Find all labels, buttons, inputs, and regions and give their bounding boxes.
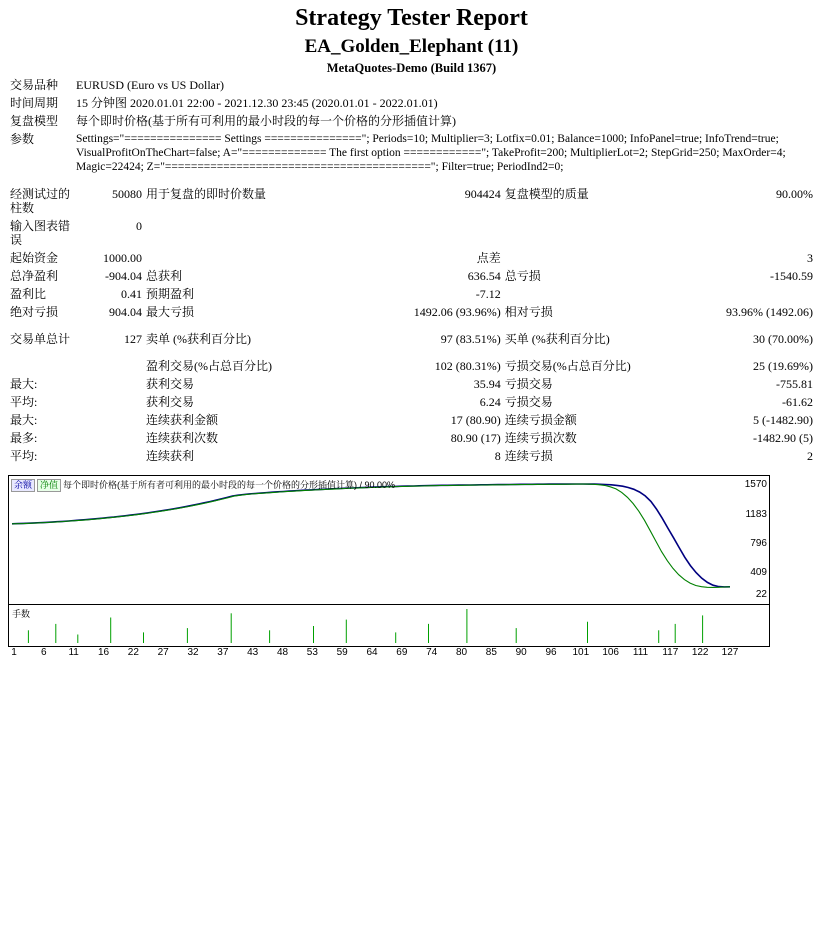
x-tick: 74 xyxy=(426,647,438,658)
table-row xyxy=(8,429,815,447)
absolute-drawdown-label: 绝对亏损 xyxy=(10,305,59,319)
x-tick: 106 xyxy=(602,647,619,658)
x-tick: 37 xyxy=(217,647,229,658)
x-tick: 64 xyxy=(366,647,378,658)
volume-bars xyxy=(9,605,733,645)
x-tick: 16 xyxy=(97,647,110,658)
x-tick: 85 xyxy=(485,647,497,658)
quality-cell xyxy=(503,185,815,217)
average-profit-value: 6.24 xyxy=(479,395,501,409)
max-drawdown-value: 1492.06 (93.96%) xyxy=(413,305,501,319)
chart-y-axis xyxy=(731,476,769,605)
page-title: Strategy Tester Report xyxy=(295,5,528,31)
x-tick: 43 xyxy=(247,647,259,658)
table-row xyxy=(8,375,815,393)
average-consecutive-losses-label: 连续亏损 xyxy=(504,449,553,463)
x-tick: 1 xyxy=(11,647,17,658)
average-consecutive-losses-value: 2 xyxy=(807,449,813,463)
short-positions-label: 卖单 (%获利百分比) xyxy=(146,332,251,346)
spread-value: 3 xyxy=(807,251,813,265)
chart-x-axis xyxy=(8,647,770,661)
bars-value: 50080 xyxy=(112,187,142,201)
total-trades-label: 交易单总计 xyxy=(10,332,71,346)
empty-right xyxy=(503,217,815,249)
x-tick: 59 xyxy=(336,647,348,658)
chart-errors-value: 0 xyxy=(136,219,142,233)
table-row xyxy=(8,249,815,267)
maximal-consecutive-loss-value: -1482.90 (5) xyxy=(753,431,813,445)
initial-deposit-label: 起始资金 xyxy=(10,251,59,265)
volume-label: 手数 xyxy=(12,609,31,619)
chart-plot-area xyxy=(8,475,770,605)
average-consecutive-wins-label: 连续获利 xyxy=(146,449,195,463)
profit-trades-value: 102 (80.31%) xyxy=(434,359,501,373)
long-positions-value: 30 (70.00%) xyxy=(753,332,813,346)
x-tick: 117 xyxy=(662,647,679,658)
average-loss-value: -61.62 xyxy=(782,395,813,409)
average-loss-cell xyxy=(503,393,815,411)
total-trades-value: 127 xyxy=(124,332,142,346)
x-tick: 11 xyxy=(68,647,79,658)
strategy-tester-report xyxy=(0,4,823,661)
empty-mid-value xyxy=(345,217,503,249)
x-tick: 90 xyxy=(515,647,527,658)
bars-label: 经测试过的柱数 xyxy=(10,187,71,215)
relative-drawdown-cell xyxy=(503,303,815,321)
period-label: 时间周期 xyxy=(10,96,59,110)
average-profit-label: 获利交易 xyxy=(146,395,195,409)
loss-trades-value: 25 (19.69%) xyxy=(753,359,813,373)
y-tick-0: 1570 xyxy=(744,479,767,490)
table-row xyxy=(8,330,815,348)
broker-build: MetaQuotes-Demo (Build 1367) xyxy=(326,61,497,75)
row4-label: 最多: xyxy=(10,431,38,445)
maximal-consecutive-loss-cell xyxy=(503,429,815,447)
table-row xyxy=(8,94,815,112)
x-tick: 127 xyxy=(721,647,739,658)
model-value: 每个即时价格(基于所有可利用的最小时段的每一个价格的分形插值计算) xyxy=(76,114,456,128)
average-consecutive-wins-value: 8 xyxy=(494,449,501,463)
max-consecutive-wins-label: 连续获利金额 xyxy=(146,413,219,427)
spread-label: 点差 xyxy=(476,251,501,265)
profit-factor-label: 盈利比 xyxy=(10,287,47,301)
gross-profit-label: 总获利 xyxy=(146,269,183,283)
legend-note: 每个即时价格(基于所有者可利用的最小时段的每一个价格的分形插值计算) / 90.00% xyxy=(63,480,396,490)
loss-trades-cell xyxy=(503,357,815,375)
legend-equity: 净值 xyxy=(37,479,61,492)
table-row xyxy=(8,411,815,429)
profit-trades-label: 盈利交易(%占总百分比) xyxy=(146,359,272,373)
x-tick: 96 xyxy=(545,647,557,658)
empty-mid-label xyxy=(144,217,345,249)
expected-payoff-value: -7.12 xyxy=(475,287,501,301)
table-row xyxy=(8,267,815,285)
legend-balance: 余额 xyxy=(11,479,35,492)
table-row xyxy=(8,393,815,411)
spread-cell xyxy=(503,249,815,267)
profit-factor-value: 0.41 xyxy=(121,287,142,301)
average-consecutive-losses-cell xyxy=(503,447,815,465)
spread-label-holder xyxy=(144,249,345,267)
gross-loss-label: 总亏损 xyxy=(504,269,541,283)
largest-loss-value: -755.81 xyxy=(776,377,813,391)
expected-payoff-label: 预期盈利 xyxy=(146,287,195,301)
table-row xyxy=(8,112,815,130)
equity-chart xyxy=(8,475,808,661)
gross-profit-value: 636.54 xyxy=(467,269,501,283)
row0-label xyxy=(8,357,74,375)
x-tick: 80 xyxy=(455,647,468,658)
row2-label: 平均: xyxy=(10,395,38,409)
maximal-consecutive-profit-value: 80.90 (17) xyxy=(450,431,501,445)
x-tick: 53 xyxy=(306,647,318,658)
average-loss-label: 亏损交易 xyxy=(504,395,553,409)
table-row xyxy=(8,130,815,176)
max-consecutive-losses-cell xyxy=(503,411,815,429)
y-tick-1: 1183 xyxy=(745,509,767,520)
symbol-label: 交易品种 xyxy=(10,78,59,92)
row5-label: 平均: xyxy=(10,449,38,463)
x-tick: 27 xyxy=(157,647,169,658)
ticks-value: 904424 xyxy=(464,187,501,201)
empty-cell-2 xyxy=(503,285,815,303)
table-row xyxy=(8,285,815,303)
chart-legend xyxy=(11,478,395,492)
gross-loss-cell xyxy=(503,267,815,285)
table-row xyxy=(8,303,815,321)
quality-value: 90.00% xyxy=(776,187,813,201)
period-value: 15 分钟图 2020.01.01 22:00 - 2021.12.30 23:45 (2020.01.01 - 2022.01.01) xyxy=(76,96,438,110)
largest-loss-label: 亏损交易 xyxy=(504,377,553,391)
largest-loss-cell xyxy=(503,375,815,393)
maximal-consecutive-profit-label: 连续获利次数 xyxy=(146,431,219,445)
volume-plot-area xyxy=(8,605,770,647)
x-tick: 69 xyxy=(396,647,408,658)
relative-drawdown-value: 93.96% (1492.06) xyxy=(726,305,813,319)
table-row xyxy=(8,76,815,94)
y-tick-2: 796 xyxy=(750,538,767,549)
gross-loss-value: -1540.59 xyxy=(770,269,813,283)
y-tick-4: 22 xyxy=(755,589,767,600)
max-consecutive-wins-value: 17 (80.90) xyxy=(450,413,501,427)
x-tick: 48 xyxy=(276,647,289,658)
table-row xyxy=(8,185,815,217)
x-tick: 32 xyxy=(187,647,199,658)
relative-drawdown-label: 相对亏损 xyxy=(504,305,553,319)
net-profit-value: -904.04 xyxy=(105,269,142,283)
x-tick: 101 xyxy=(572,647,590,658)
y-tick-3: 409 xyxy=(750,567,767,578)
params-label: 参数 xyxy=(10,132,35,146)
x-tick: 111 xyxy=(632,647,649,658)
params-value: Settings="=============== Settings ==============="; Periods=10; Multiplier=3; Lotfix=0.01; Balance=1000; InfoPanel=true; InfoTrend=true; VisualProfitOnTheChart=false; A="============= The first option ============"; TakeProfit=200; MultiplierLot=2; StepGrid=250; MaxOrder=4; Magic=22424; Z="========================================="; Filter=true; PeriodInd2=0; xyxy=(76,133,786,173)
x-tick: 22 xyxy=(127,647,139,658)
short-positions-value: 97 (83.51%) xyxy=(440,332,501,346)
row3-label: 最大: xyxy=(10,413,38,427)
initial-deposit-value: 1000.00 xyxy=(103,251,142,265)
row1-label: 最大: xyxy=(10,377,38,391)
long-positions-label: 买单 (%获利百分比) xyxy=(504,332,610,346)
quality-label: 复盘模型的质量 xyxy=(504,187,589,201)
absolute-drawdown-value: 904.04 xyxy=(109,305,142,319)
model-label: 复盘模型 xyxy=(10,114,59,128)
x-tick: 122 xyxy=(691,647,709,658)
ea-name: EA_Golden_Elephant (11) xyxy=(304,36,519,57)
max-drawdown-label: 最大亏损 xyxy=(146,305,195,319)
loss-trades-label: 亏损交易(%占总百分比) xyxy=(504,359,631,373)
ticks-label: 用于复盘的即时价数量 xyxy=(146,187,267,201)
long-positions-cell xyxy=(503,330,815,348)
net-profit-label: 总净盈利 xyxy=(10,269,59,283)
x-tick: 6 xyxy=(41,647,47,658)
max-consecutive-losses-value: 5 (-1482.90) xyxy=(753,413,813,427)
table-row xyxy=(8,447,815,465)
symbol-value: EURUSD (Euro vs US Dollar) xyxy=(76,78,224,92)
largest-profit-label: 获利交易 xyxy=(146,377,195,391)
table-row xyxy=(8,357,815,375)
report-info-table xyxy=(8,76,815,465)
chart-errors-label: 输入图表错误 xyxy=(10,219,71,247)
max-consecutive-losses-label: 连续亏损金额 xyxy=(504,413,577,427)
table-row xyxy=(8,217,815,249)
maximal-consecutive-loss-label: 连续亏损次数 xyxy=(504,431,577,445)
chart-curves xyxy=(9,476,733,604)
largest-profit-value: 35.94 xyxy=(473,377,501,391)
